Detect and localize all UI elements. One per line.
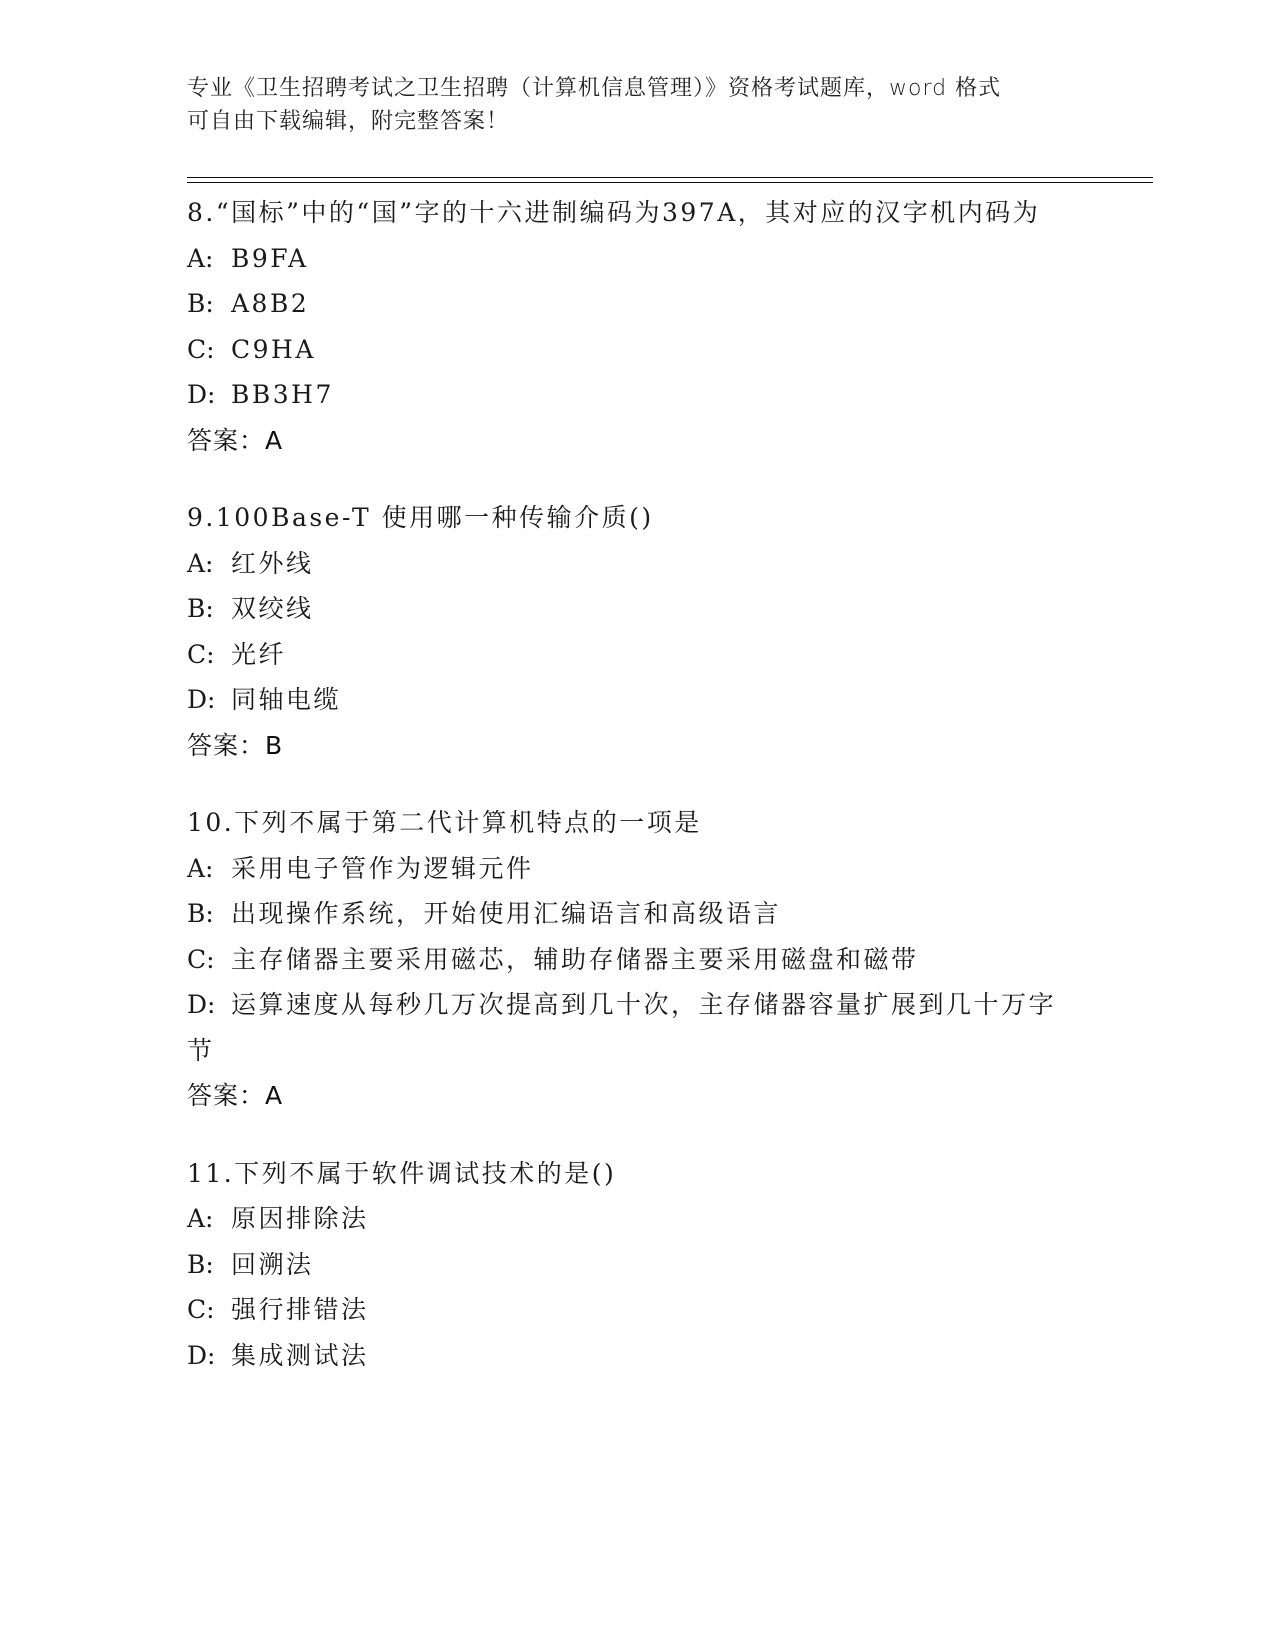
answer-line: 答案：A	[187, 1081, 284, 1110]
option-key: C:	[187, 1295, 215, 1324]
option-c	[187, 327, 1067, 373]
answer-line: 答案：A	[187, 425, 284, 455]
option-text: 原因排除法	[231, 1204, 369, 1233]
answer-line: 答案：B	[187, 730, 284, 760]
option-a	[187, 1196, 1067, 1242]
option-text: 主存储器主要采用磁芯，辅助存储器主要采用磁盘和磁带	[231, 944, 919, 974]
question-stem: 8.“国标”中的“国”字的十六进制编码为397A，其对应的汉字机内码为	[187, 198, 1041, 227]
option-key: B:	[187, 289, 214, 318]
question-11	[187, 1151, 1067, 1379]
header-divider-top	[187, 177, 1153, 178]
option-text: 运算速度从每秒几万次提高到几十次，主存储器容量扩展到几十万字节	[187, 990, 1057, 1065]
option-d	[187, 677, 1067, 723]
option-d	[187, 1333, 1067, 1379]
option-b	[187, 586, 1067, 632]
option-key: A:	[187, 243, 214, 273]
question-8	[187, 190, 1067, 463]
question-10	[187, 800, 1067, 1119]
option-b	[187, 281, 1067, 327]
option-key: B:	[187, 594, 214, 623]
question-9	[187, 495, 1067, 768]
option-key: C:	[187, 334, 215, 364]
option-a	[187, 236, 1067, 282]
option-key: D:	[187, 1340, 216, 1370]
option-text: BB3H7	[231, 380, 334, 409]
header-divider-bottom	[187, 182, 1153, 183]
option-text: 红外线	[231, 548, 314, 578]
header-line-1: 专业《卫生招聘考试之卫生招聘（计算机信息管理）》资格考试题库，word 格式	[187, 76, 1002, 101]
option-text: B9FA	[231, 243, 309, 273]
option-text: 强行排错法	[231, 1295, 369, 1324]
option-b	[187, 1242, 1067, 1288]
option-key: A:	[187, 1204, 214, 1233]
option-key: D:	[187, 380, 216, 409]
option-text: 同轴电缆	[231, 685, 342, 714]
option-key: B:	[187, 1249, 214, 1279]
option-text: 出现操作系统，开始使用汇编语言和高级语言	[231, 899, 782, 928]
option-text: 回溯法	[231, 1249, 314, 1279]
option-text: 集成测试法	[231, 1340, 369, 1370]
document-header	[187, 72, 1067, 138]
option-key: B:	[187, 899, 214, 928]
option-key: D:	[187, 990, 216, 1019]
option-key: C:	[187, 639, 215, 669]
header-line-2: 可自由下载编辑，附完整答案！	[187, 109, 510, 134]
option-d	[187, 982, 1067, 1073]
option-a	[187, 846, 1067, 892]
option-c	[187, 937, 1067, 983]
option-key: A:	[187, 853, 214, 883]
option-key: A:	[187, 548, 214, 578]
option-c	[187, 632, 1067, 678]
option-c	[187, 1287, 1067, 1333]
question-stem: 9.100Base-T 使用哪一种传输介质()	[187, 503, 654, 532]
option-text: 采用电子管作为逻辑元件	[231, 853, 534, 883]
option-text: 双绞线	[231, 594, 314, 623]
option-key: D:	[187, 685, 216, 714]
option-d	[187, 372, 1067, 418]
option-text: C9HA	[231, 334, 316, 364]
question-stem: 11.下列不属于软件调试技术的是()	[187, 1158, 617, 1188]
option-b	[187, 891, 1067, 937]
option-a	[187, 541, 1067, 587]
question-list	[187, 190, 1067, 1410]
option-text: 光纤	[231, 639, 287, 669]
option-key: C:	[187, 944, 215, 974]
question-stem: 10.下列不属于第二代计算机特点的一项是	[187, 808, 702, 837]
option-text: A8B2	[231, 289, 310, 318]
